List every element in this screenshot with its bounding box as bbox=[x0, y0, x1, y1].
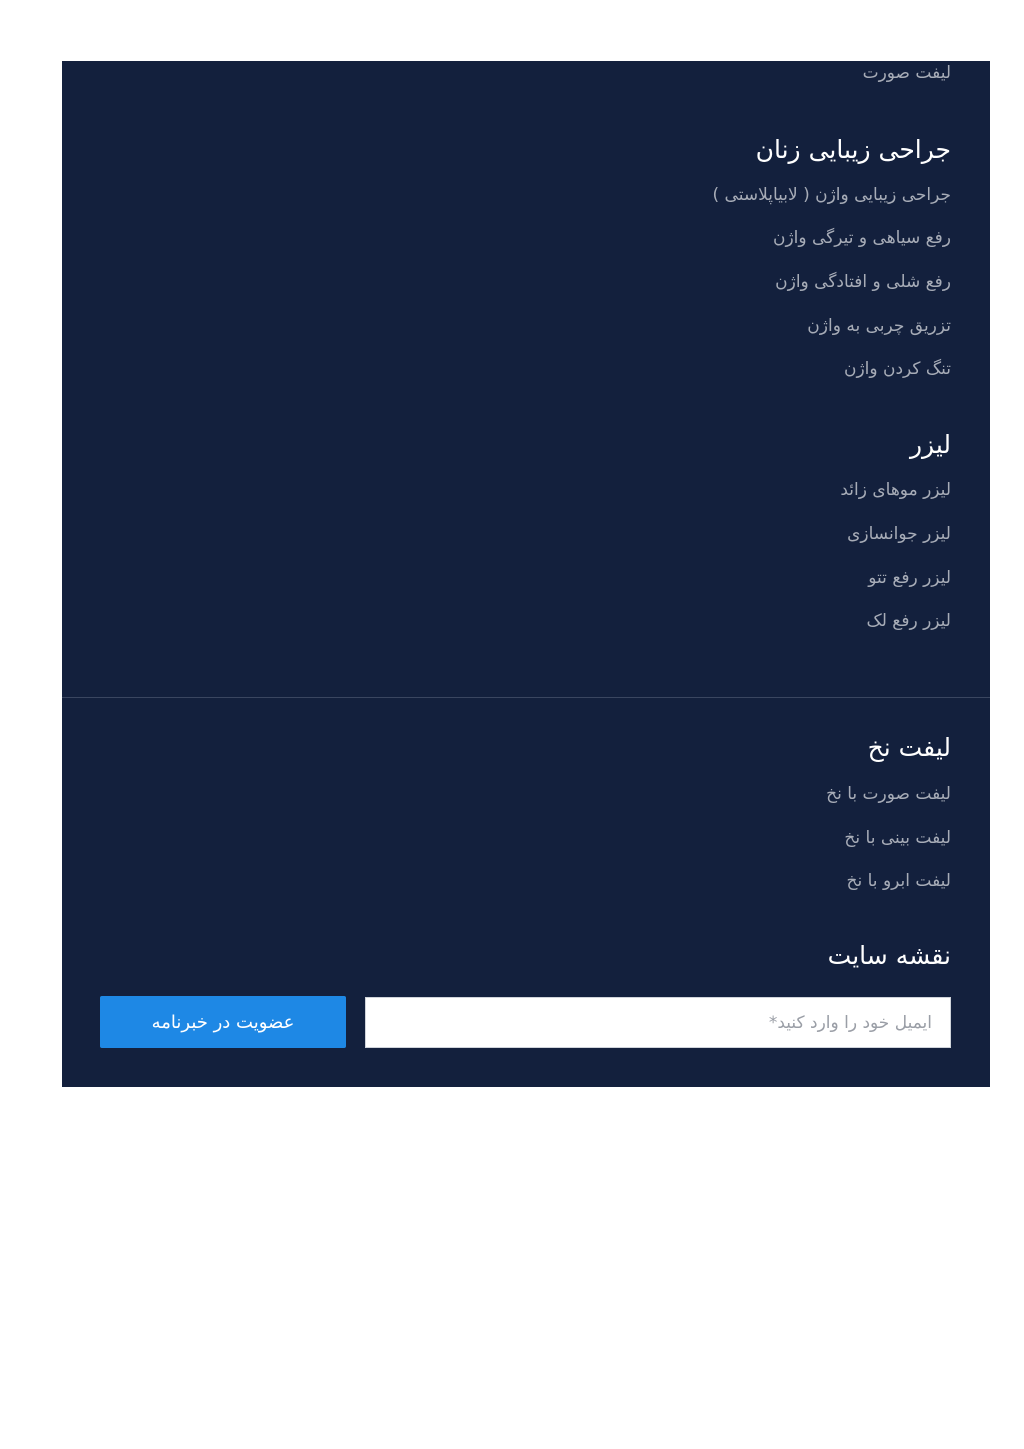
footer-divider bbox=[62, 697, 990, 698]
footer-link-vaginal-tightening[interactable]: تنگ کردن واژن bbox=[843, 359, 951, 379]
footer-link-laser-spots[interactable]: لیزر رفع لک bbox=[866, 611, 951, 631]
footer-link-face-lift[interactable]: لیفت صورت bbox=[862, 63, 951, 83]
footer-link-brow-thread-lift[interactable]: لیفت ابرو با نخ bbox=[846, 871, 951, 891]
newsletter-subscribe-button[interactable]: عضویت در خبرنامه bbox=[100, 996, 346, 1048]
footer-link-laser-hair[interactable]: لیزر موهای زائد bbox=[840, 480, 951, 500]
footer-link-nose-thread-lift[interactable]: لیفت بینی با نخ bbox=[844, 828, 951, 848]
footer-link-vagina-darkness[interactable]: رفع سیاهی و تیرگی واژن bbox=[772, 228, 951, 248]
laser-heading: لیزر bbox=[909, 430, 951, 459]
footer-link-vagina-laxity[interactable]: رفع شلی و افتادگی واژن bbox=[775, 272, 951, 292]
footer-link-laser-rejuvenation[interactable]: لیزر جوانسازی bbox=[847, 524, 951, 544]
women-surgery-heading: جراحی زیبایی زنان bbox=[755, 135, 951, 164]
footer-link-labiaplasty[interactable]: جراحی زیبایی واژن ( لابیاپلاستی ) bbox=[712, 185, 951, 205]
footer-link-fat-injection[interactable]: تزریق چربی به واژن bbox=[807, 316, 951, 336]
sitemap-heading[interactable]: نقشه سایت bbox=[827, 941, 951, 970]
footer-link-laser-tattoo[interactable]: لیزر رفع تتو bbox=[868, 568, 951, 588]
footer-link-face-thread-lift[interactable]: لیفت صورت با نخ bbox=[826, 784, 951, 804]
thread-lift-heading: لیفت نخ bbox=[867, 733, 951, 762]
newsletter-email-input[interactable] bbox=[365, 997, 951, 1048]
site-footer bbox=[62, 61, 990, 1087]
